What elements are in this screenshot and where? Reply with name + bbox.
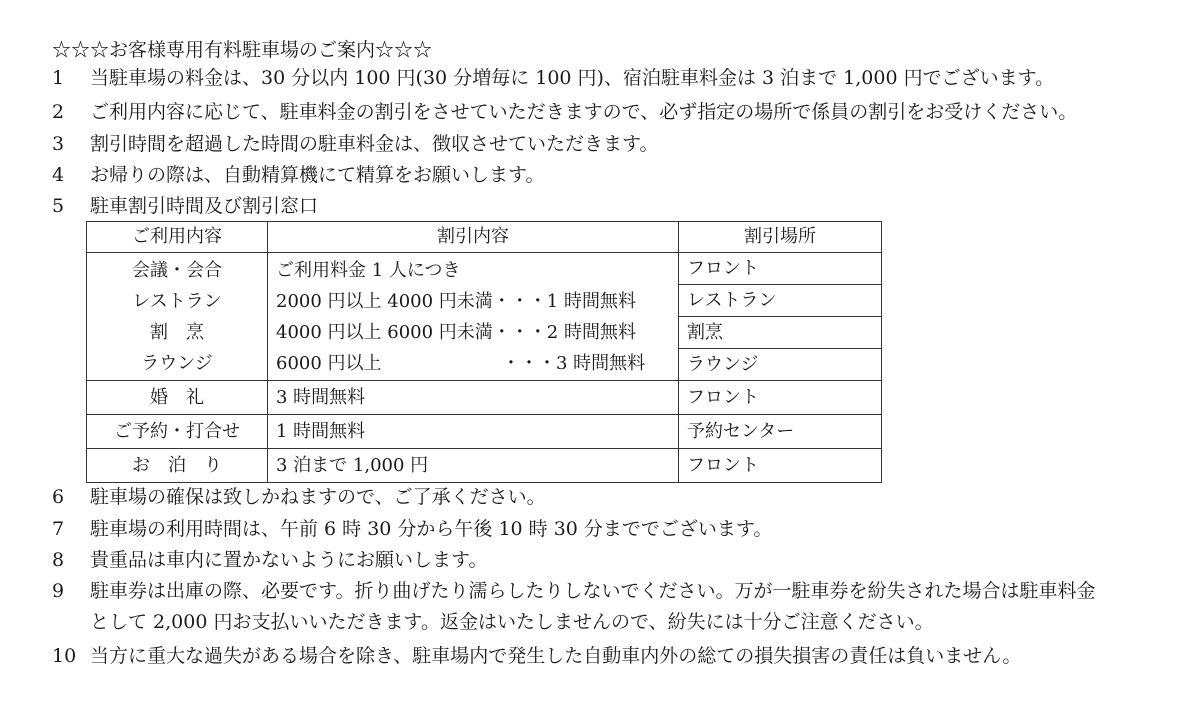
discount-result: ・・・3 時間無料 [502,352,646,374]
discount-table [86,221,882,483]
notice-item-1 [52,64,1054,92]
usage-label: 割 烹 [150,321,204,343]
header-discount: 割引内容 [268,222,679,253]
notice-item-9 [52,577,1095,636]
table-row [87,415,882,449]
notice-title: ☆☆☆お客様専用有料駐車場のご案内☆☆☆ [52,39,433,61]
discount-line [276,317,670,348]
notice-item-2 [52,98,1077,126]
discount-amount: ご利用料金 1 人につき [276,259,461,281]
discount-amount: 2000 円以上 4000 円未満・・・ [276,290,547,312]
discount-line [276,255,670,286]
usage-label: レストラン [132,290,222,312]
usage-cell: ご予約・打合せ [87,415,268,449]
header-location: 割引場所 [679,222,882,253]
discount-cell: 3 時間無料 [268,381,679,415]
discount-cell: 3 泊まで 1,000 円 [268,449,679,483]
discount-group-cell [268,253,679,381]
item-text: 当駐車場の料金は、30 分以内 100 円(30 分増毎に 100 円)、宿泊駐車料金は 3 泊まで 1,000 円でございます。 [90,67,1055,89]
item-text-continued: として 2,000 円お支払いいただきます。返金はいたしませんので、紛失には十分ご注意ください。 [90,611,934,633]
location-cell: 予約センター [679,415,882,449]
usage-group-cell [87,253,268,381]
notice-item-7 [52,515,772,543]
item-text: 駐車場の利用時間は、午前 6 時 30 分から午後 10 時 30 分まででございます。 [90,518,773,540]
discount-cell: 1 時間無料 [268,415,679,449]
header-usage: ご利用内容 [87,222,268,253]
location-cell: レストラン [679,285,882,317]
discount-line [276,286,670,317]
notice-item-4 [52,161,544,189]
location-cell: フロント [679,253,882,285]
location-cell: フロント [679,449,882,483]
discount-amount: 6000 円以上 [276,352,382,374]
usage-cell: 婚 礼 [87,381,268,415]
item-text: ご利用内容に応じて、駐車料金の割引をさせていただきますので、必ず指定の場所で係員の割引をお受けください。 [90,101,1078,123]
discount-result: 2 時間無料 [546,321,636,343]
notice-item-10 [52,642,1021,670]
discount-line [276,348,670,379]
item-number: 10 [52,645,77,667]
item-number: 2 [52,101,65,123]
item-text: 駐車場の確保は致しかねますので、ご了承ください。 [90,486,546,508]
item-number: 9 [52,580,65,602]
usage-cell: お 泊 り [87,449,268,483]
notice-item-5 [52,192,318,220]
discount-amount: 4000 円以上 6000 円未満・・・ [276,321,547,343]
item-number: 3 [52,133,65,155]
item-text: 貴重品は車内に置かないようにお願いします。 [90,549,488,571]
item-text: 割引時間を超過した時間の駐車料金は、徴収させていただきます。 [90,133,659,155]
location-cell: フロント [679,381,882,415]
item-number: 5 [52,195,65,217]
notice-item-8 [52,546,487,574]
usage-label: 会議・会合 [132,259,222,281]
item-number: 1 [52,67,65,89]
item-number: 8 [52,549,65,571]
item-number: 7 [52,518,65,540]
table-row [87,253,882,285]
table-row [87,381,882,415]
notice-item-6 [52,483,546,511]
usage-label: ラウンジ [141,352,213,374]
item-text: 当方に重大な過失がある場合を除き、駐車場内で発生した自動車内外の総ての損失損害の責任は負いません。 [90,645,1022,667]
item-text: お帰りの際は、自動精算機にて精算をお願いします。 [90,164,545,186]
location-cell: ラウンジ [679,349,882,381]
table-header-row [87,222,882,253]
item-text: 駐車券は出庫の際、必要です。折り曲げたり濡らしたりしないでください。万が一駐車券を紛失された場合は駐車料金 [90,580,1096,602]
notice-item-3 [52,130,658,158]
item-number: 4 [52,164,65,186]
location-cell: 割烹 [679,317,882,349]
item-text: 駐車割引時間及び割引窓口 [90,195,319,217]
table-row [87,449,882,483]
item-number: 6 [52,486,65,508]
discount-result: 1 時間無料 [546,290,636,312]
